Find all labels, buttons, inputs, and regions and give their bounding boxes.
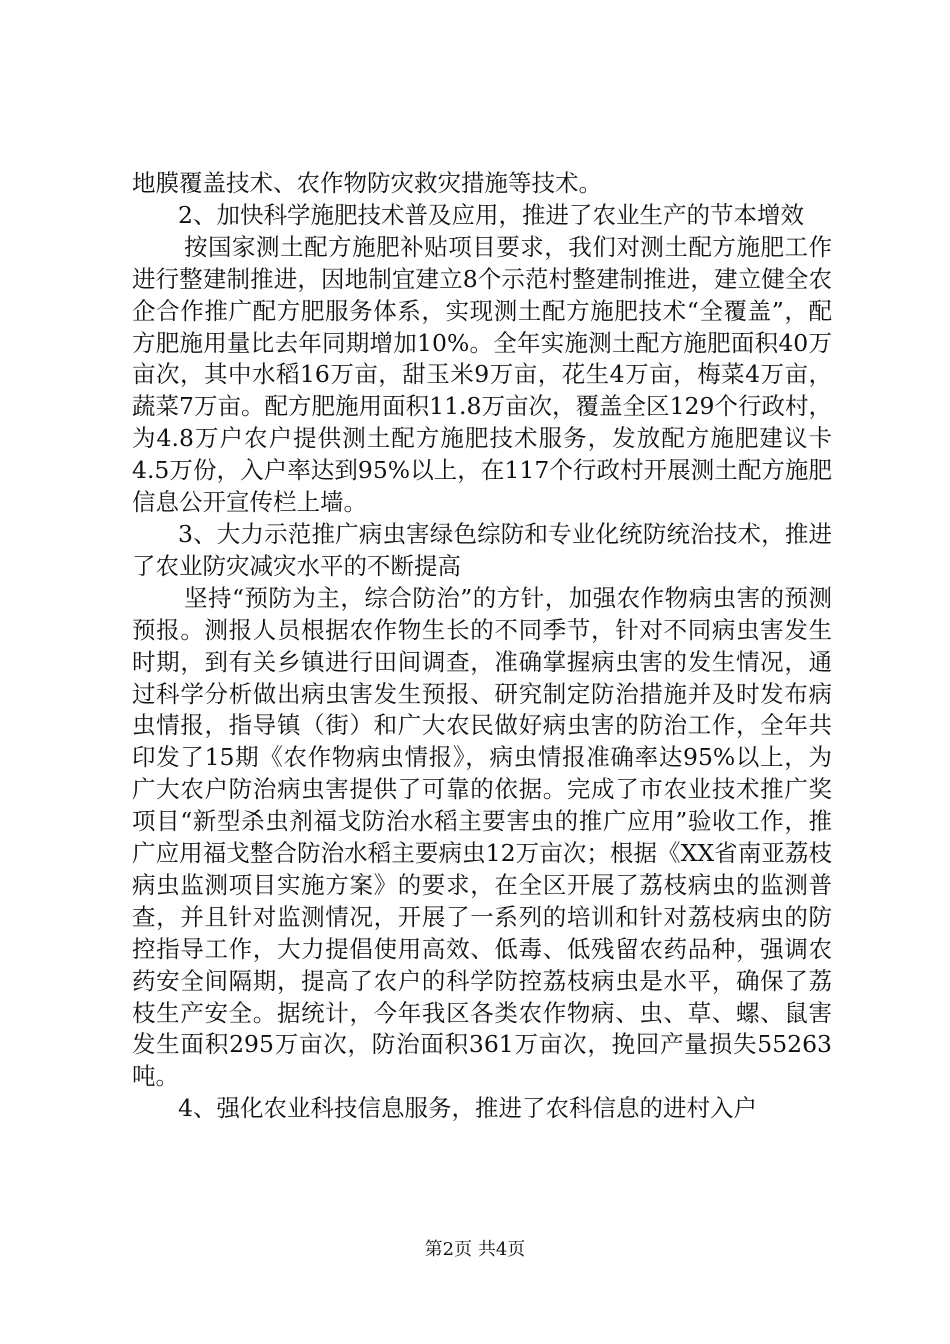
section-heading-3: 3、大力示范推广病虫害绿色综防和专业化统防统治技术，推进了农业防灾减灾水平的不断提高 [132, 519, 832, 580]
paragraph-continuation: 地膜覆盖技术、农作物防灾救灾措施等技术。 [132, 169, 602, 197]
section-heading-4: 4、强化农业科技信息服务，推进了农科信息的进村入户 [178, 1094, 757, 1123]
page-number-footer: 第2页 共4页 [424, 1239, 526, 1260]
document-body [132, 168, 832, 1125]
paragraph-fertilizer: 按国家测土配方施肥补贴项目要求，我们对测土配方施肥工作进行整建制推进，因地制宜建立8个示范村整建制推进，建立健全农企合作推广配方肥服务体系，实现测土配方施肥技术“全覆盖”，配方肥施用量比去年同期增加10%。全年实施测土配方施肥面积40万亩次，其中水稻16万亩，甜玉米9万亩，花生4万亩，梅菜4万亩，蔬菜7万亩。配方肥施用面积11.8万亩次，覆盖全区129个行政村，为4.8万户农户提供测土配方施肥技术服务，发放配方施肥建议卡4.5万份，入户率达到95%以上，在117个行政村开展测土配方施肥信息公开宣传栏上墙。 [132, 232, 832, 517]
section-heading-2: 2、加快科学施肥技术普及应用，推进了农业生产的节本增效 [178, 200, 804, 229]
paragraph-pest-control: 坚持“预防为主，综合防治”的方针，加强农作物病虫害的预测预报。测报人员根据农作物生长的不同季节，针对不同病虫害发生时期，到有关乡镇进行田间调查，准确掌握病虫害的发生情况，通过科学分析做出病虫害发生预报、研究制定防治措施并及时发布病虫情报，指导镇（街）和广大农民做好病虫害的防治工作，全年共印发了15期《农作物病虫情报》，病虫情报准确率达95%以上，为广大农户防治病虫害提供了可靠的依据。完成了市农业技术推广奖项目“新型杀虫剂福戈防治水稻主要害虫的推广应用”验收工作，推广应用福戈整合防治水稻主要病虫12万亩次；根据《XX省南亚荔枝病虫监测项目实施方案》的要求，在全区开展了荔枝病虫的监测普查，并且针对监测情况，开展了一系列的培训和针对荔枝病虫的防控指导工作，大力提倡使用高效、低毒、低残留农药品种，强调农药安全间隔期，提高了农户的科学防控荔枝病虫是水平，确保了荔枝生产安全。据统计，今年我区各类农作物病、虫、草、螺、鼠害发生面积295万亩次，防治面积361万亩次，挽回产量损失55263吨。 [132, 583, 832, 1091]
